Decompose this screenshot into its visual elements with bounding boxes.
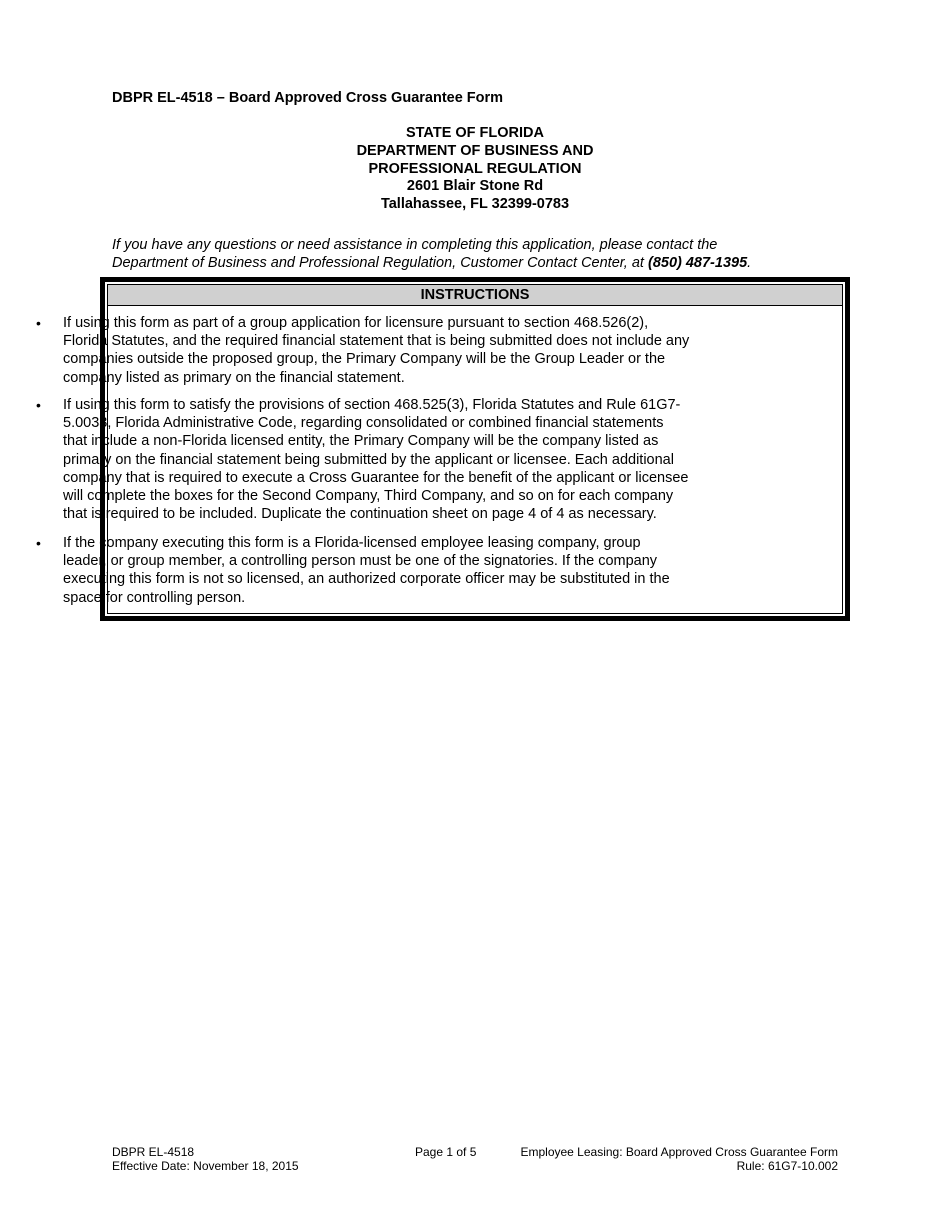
footer-left bbox=[112, 1145, 299, 1173]
agency-line: STATE OF FLORIDA bbox=[405, 125, 544, 141]
agency-line: PROFESSIONAL REGULATION bbox=[368, 160, 582, 177]
instruction-line: If the company executing this form is a Florida-licensed employee leasing company, group bbox=[63, 535, 641, 551]
instruction-line: space for controlling person. bbox=[63, 589, 246, 606]
instruction-line: Florida Statutes, and the required financial statement that is being submitted does not include any bbox=[63, 333, 690, 350]
contact-phone-number: (850) 487-1395 bbox=[647, 254, 748, 271]
instruction-line: will complete the boxes for the Second Company, Third Company, and so on for each company bbox=[63, 488, 674, 505]
instruction-item bbox=[36, 534, 743, 607]
instruction-line: that include a non-Florida licensed entity, the Primary Company will be the company listed as bbox=[63, 433, 659, 450]
footer-right bbox=[520, 1145, 838, 1173]
instruction-line: 5.0033, Florida Administrative Code, regarding consolidated or combined financial statements bbox=[63, 415, 664, 432]
agency-address-block bbox=[0, 125, 950, 214]
bullet-icon: • bbox=[36, 535, 41, 551]
instruction-line: companies outside the proposed group, the Primary Company will be the Group Leader or the bbox=[63, 351, 666, 368]
instruction-line: company listed as primary on the financial statement. bbox=[63, 369, 405, 386]
contact-note-end: . bbox=[747, 254, 752, 271]
footer-rule: Rule: 61G7-10.002 bbox=[736, 1159, 838, 1173]
contact-note-line-1: If you have any questions or need assistance in completing this application, please contact the bbox=[112, 237, 718, 253]
instruction-line: company that is required to execute a Cross Guarantee for the benefit of the applicant or licensee bbox=[63, 469, 689, 486]
instruction-line: If using this form as part of a group application for licensure pursuant to section 468.526(2), bbox=[63, 315, 649, 331]
footer-effective-date: Effective Date: November 18, 2015 bbox=[112, 1159, 299, 1173]
bullet-icon: • bbox=[36, 315, 41, 331]
instruction-line: that is required to be included. Duplicate the continuation sheet on page 4 of 4 as necessary. bbox=[63, 506, 657, 523]
instruction-line: If using this form to satisfy the provisions of section 468.525(3), Florida Statutes and Rule 61G7- bbox=[63, 397, 681, 413]
footer-center bbox=[415, 1145, 476, 1159]
agency-line: 2601 Blair Stone Rd bbox=[406, 178, 544, 195]
instruction-line: leader, or group member, a controlling person must be one of the signatories. If the company bbox=[63, 553, 658, 570]
instruction-item bbox=[36, 314, 743, 387]
footer-form-number: DBPR EL-4518 bbox=[112, 1145, 195, 1159]
footer-page-number: Page 1 of 5 bbox=[415, 1145, 477, 1159]
bullet-icon: • bbox=[36, 397, 41, 413]
agency-line: DEPARTMENT OF BUSINESS AND bbox=[356, 142, 594, 159]
footer-form-name: Employee Leasing: Board Approved Cross Guarantee Form bbox=[520, 1145, 838, 1159]
instruction-line: executing this form is not so licensed, an authorized corporate officer may be substituted in the bbox=[63, 571, 670, 588]
form-title: DBPR EL-4518 – Board Approved Cross Guarantee Form bbox=[112, 90, 504, 106]
contact-note bbox=[112, 237, 852, 272]
contact-note-text: Department of Business and Professional Regulation, Customer Contact Center, at bbox=[112, 254, 648, 271]
instruction-line: primary on the financial statement being submitted by the applicant or licensee. Each additional bbox=[63, 451, 674, 468]
instruction-item bbox=[36, 396, 743, 523]
agency-line: Tallahassee, FL 32399-0783 bbox=[380, 196, 570, 213]
contact-note-line-2 bbox=[112, 255, 852, 273]
instructions-header: INSTRUCTIONS bbox=[108, 285, 842, 306]
